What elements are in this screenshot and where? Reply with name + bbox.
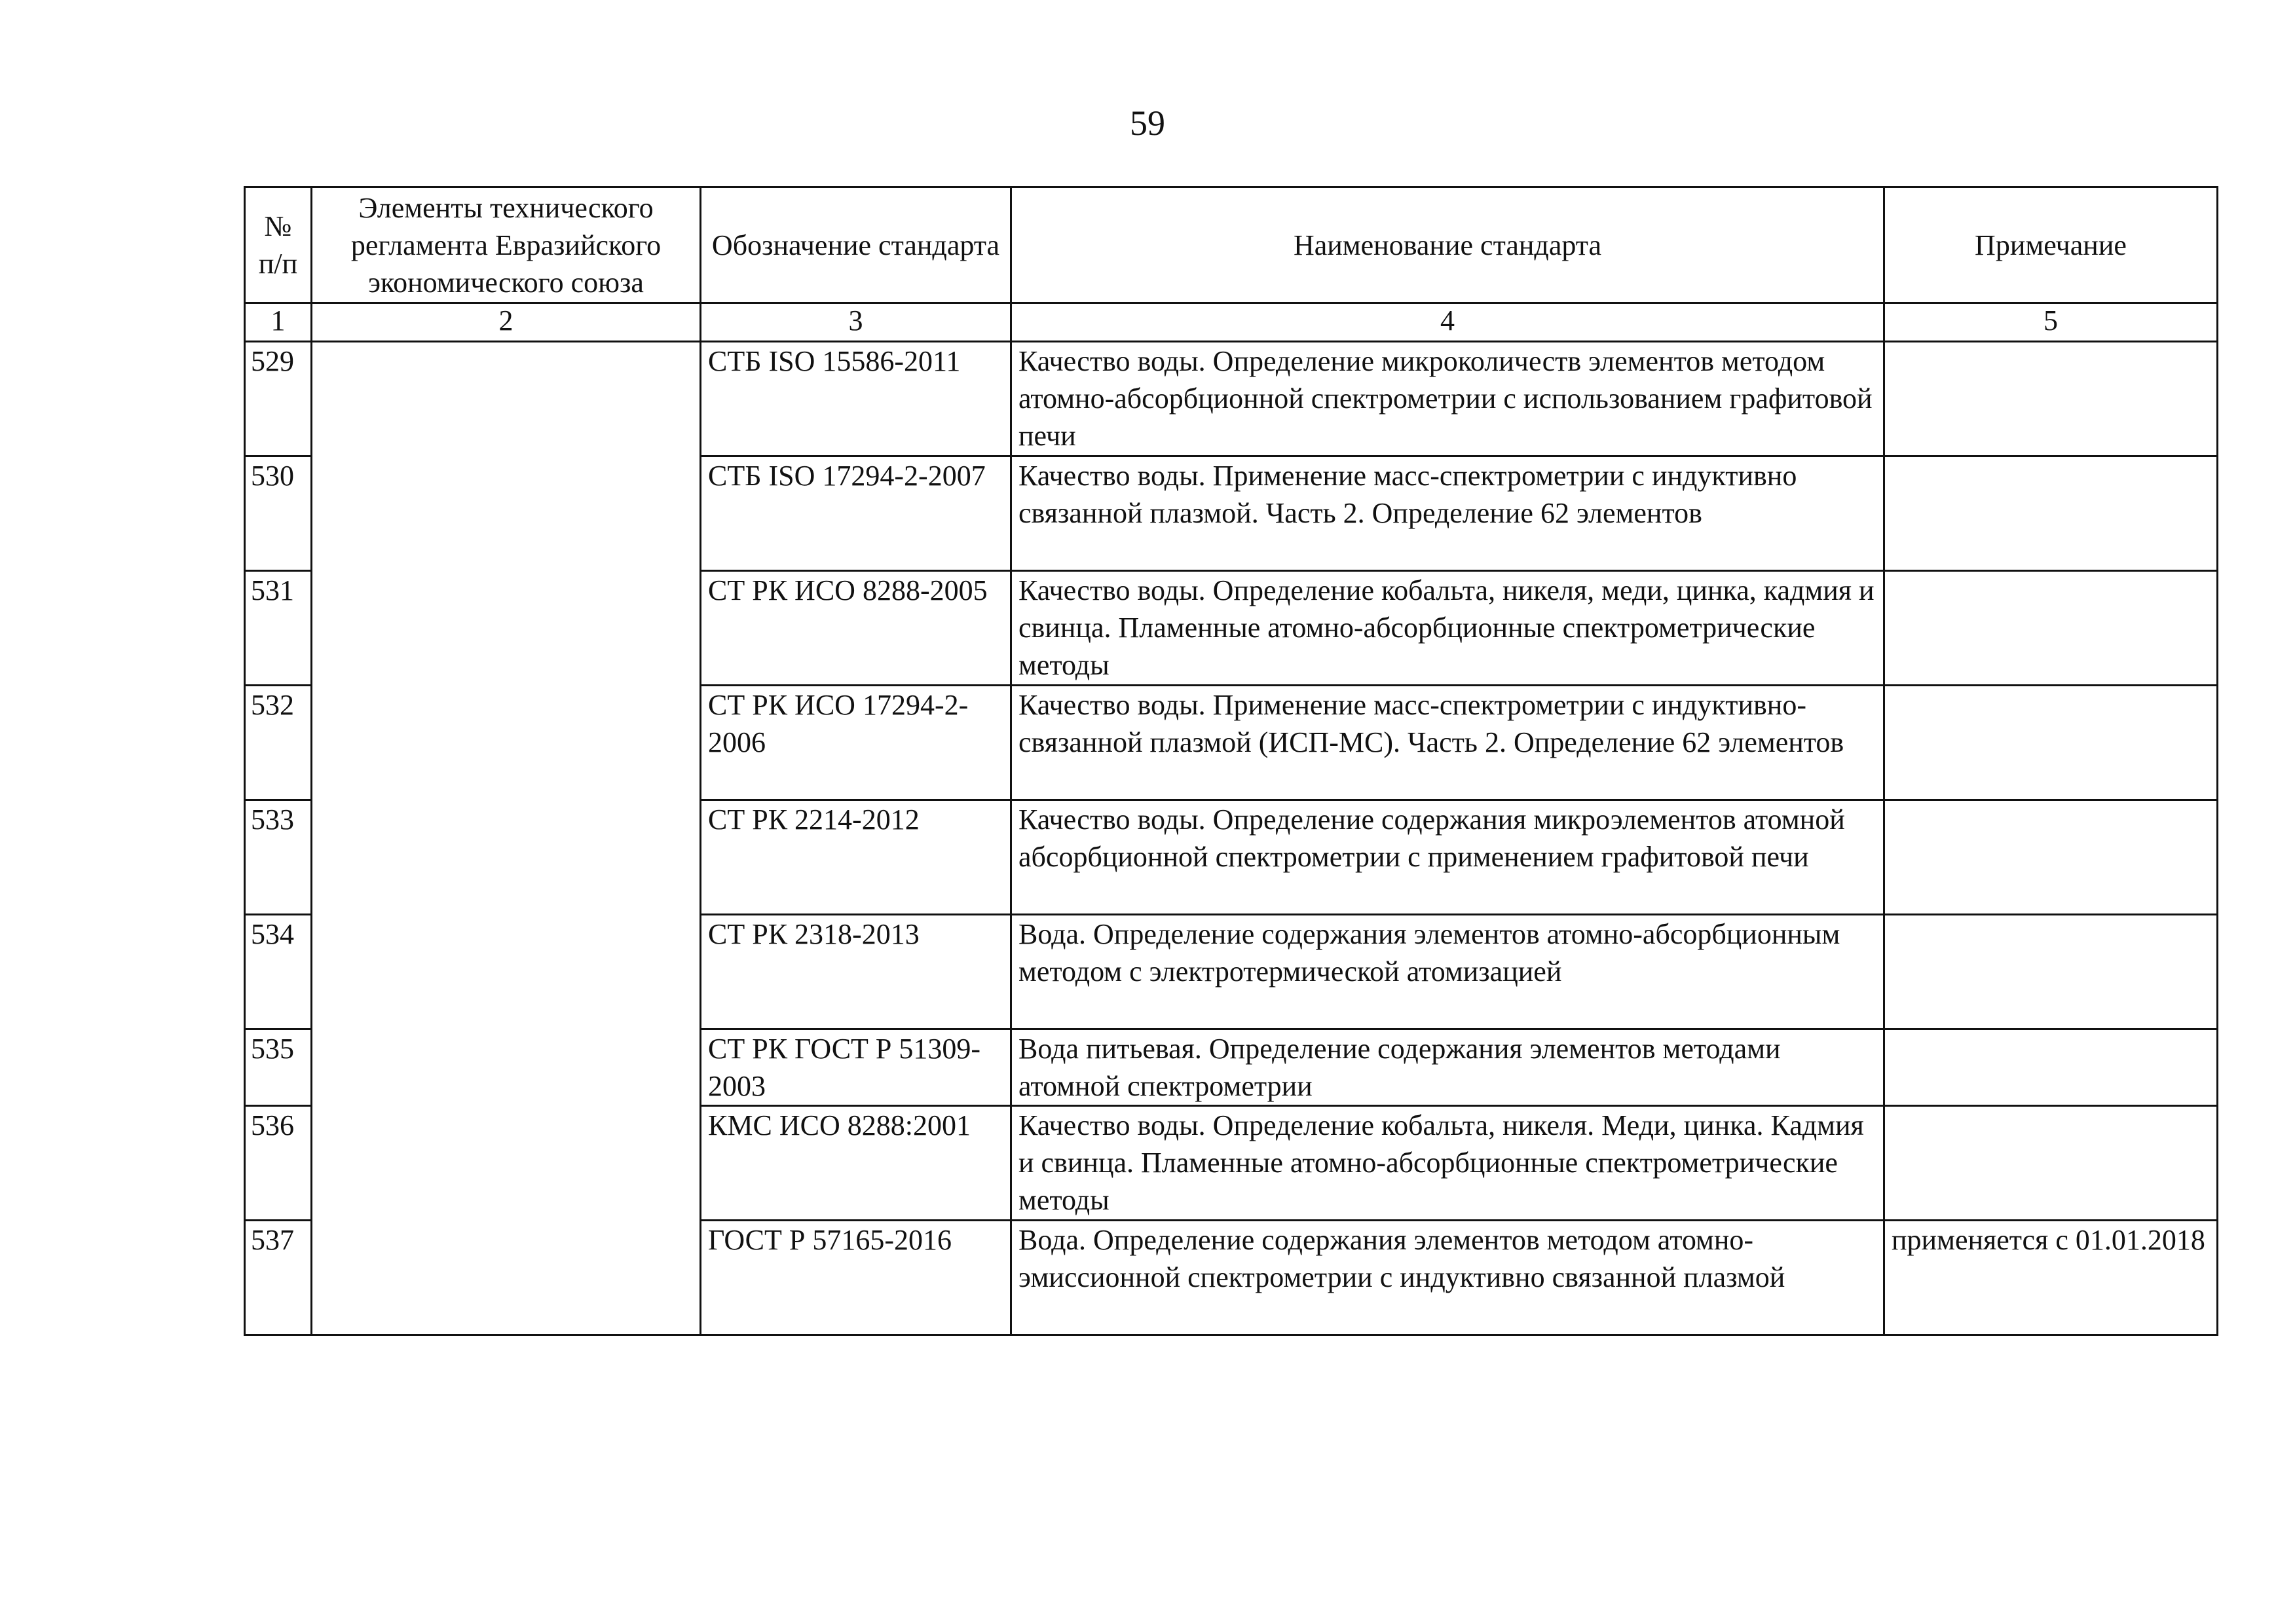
row-number: 533 xyxy=(245,800,312,915)
regulation-element-cell xyxy=(312,571,701,686)
note-cell xyxy=(1884,571,2218,686)
header-row xyxy=(245,187,2218,303)
standards-table xyxy=(244,186,2218,1336)
regulation-element-cell xyxy=(312,456,701,571)
header-note: Примечание xyxy=(1884,187,2218,303)
note-cell xyxy=(1884,342,2218,456)
table-row xyxy=(245,571,2218,686)
page-number: 59 xyxy=(1130,103,1165,143)
standard-designation: СТ РК ГОСТ Р 51309-2003 xyxy=(701,1029,1011,1106)
standard-designation: СТ РК ИСО 17294-2-2006 xyxy=(701,686,1011,800)
standard-designation: СТ РК 2318-2013 xyxy=(701,915,1011,1029)
table-row xyxy=(245,800,2218,915)
table-row xyxy=(245,1106,2218,1221)
standard-designation: СТ РК ИСО 8288-2005 xyxy=(701,571,1011,686)
column-number: 5 xyxy=(1884,303,2218,342)
row-number: 529 xyxy=(245,342,312,456)
column-number: 1 xyxy=(245,303,312,342)
column-number-row xyxy=(245,303,2218,342)
note-cell xyxy=(1884,800,2218,915)
table-row xyxy=(245,342,2218,456)
table-row xyxy=(245,1029,2218,1106)
standard-designation: СТБ ISO 17294-2-2007 xyxy=(701,456,1011,571)
regulation-element-cell xyxy=(312,686,701,800)
standard-name: Качество воды. Определение кобальта, никеля, меди, цинка, кадмия и свинца. Пламенные атомно-абсорбционные спектрометрические методы xyxy=(1011,571,1884,686)
note-cell: применяется с 01.01.2018 xyxy=(1884,1221,2218,1335)
row-number: 536 xyxy=(245,1106,312,1221)
note-cell xyxy=(1884,1106,2218,1221)
standard-name: Качество воды. Определение содержания микроэлементов атомной абсорбционной спектрометрии с применением графитовой печи xyxy=(1011,800,1884,915)
row-number: 534 xyxy=(245,915,312,1029)
regulation-element-cell xyxy=(312,1221,701,1335)
header-number: № п/п xyxy=(245,187,312,303)
standard-name: Качество воды. Определение микроколичеств элементов методом атомно-абсорбционной спектрометрии с использованием графитовой печи xyxy=(1011,342,1884,456)
regulation-element-cell xyxy=(312,342,701,456)
standard-name: Вода питьевая. Определение содержания элементов методами атомной спектрометрии xyxy=(1011,1029,1884,1106)
note-cell xyxy=(1884,686,2218,800)
regulation-element-cell xyxy=(312,1029,701,1106)
standard-designation: СТБ ISO 15586-2011 xyxy=(701,342,1011,456)
note-cell xyxy=(1884,915,2218,1029)
standard-name: Качество воды. Применение масс-спектрометрии с индуктивно связанной плазмой. Часть 2. Определение 62 элементов xyxy=(1011,456,1884,571)
column-number: 4 xyxy=(1011,303,1884,342)
header-regulation-elements: Элементы технического регламента Евразийского экономического союза xyxy=(312,187,701,303)
standard-name: Вода. Определение содержания элементов методом атомно-эмиссионной спектрометрии с индуктивно связанной плазмой xyxy=(1011,1221,1884,1335)
row-number: 535 xyxy=(245,1029,312,1106)
row-number: 537 xyxy=(245,1221,312,1335)
row-number: 530 xyxy=(245,456,312,571)
standard-name: Качество воды. Определение кобальта, никеля. Меди, цинка. Кадмия и свинца. Пламенные атомно-абсорбционные спектрометрические методы xyxy=(1011,1106,1884,1221)
row-number: 531 xyxy=(245,571,312,686)
note-cell xyxy=(1884,1029,2218,1106)
regulation-element-cell xyxy=(312,1106,701,1221)
standard-name: Вода. Определение содержания элементов атомно-абсорбционным методом с электротермической атомизацией xyxy=(1011,915,1884,1029)
table-row xyxy=(245,1221,2218,1335)
column-number: 2 xyxy=(312,303,701,342)
header-standard-name: Наименование стандарта xyxy=(1011,187,1884,303)
standard-designation: ГОСТ Р 57165-2016 xyxy=(701,1221,1011,1335)
standard-name: Качество воды. Применение масс-спектрометрии с индуктивно-связанной плазмой (ИСП-МС). Часть 2. Определение 62 элементов xyxy=(1011,686,1884,800)
table-row xyxy=(245,686,2218,800)
row-number: 532 xyxy=(245,686,312,800)
standard-designation: СТ РК 2214-2012 xyxy=(701,800,1011,915)
regulation-element-cell xyxy=(312,800,701,915)
table-row xyxy=(245,456,2218,571)
column-number: 3 xyxy=(701,303,1011,342)
standard-designation: КМС ИСО 8288:2001 xyxy=(701,1106,1011,1221)
table-row xyxy=(245,915,2218,1029)
header-standard-designation: Обозначение стандарта xyxy=(701,187,1011,303)
regulation-element-cell xyxy=(312,915,701,1029)
note-cell xyxy=(1884,456,2218,571)
